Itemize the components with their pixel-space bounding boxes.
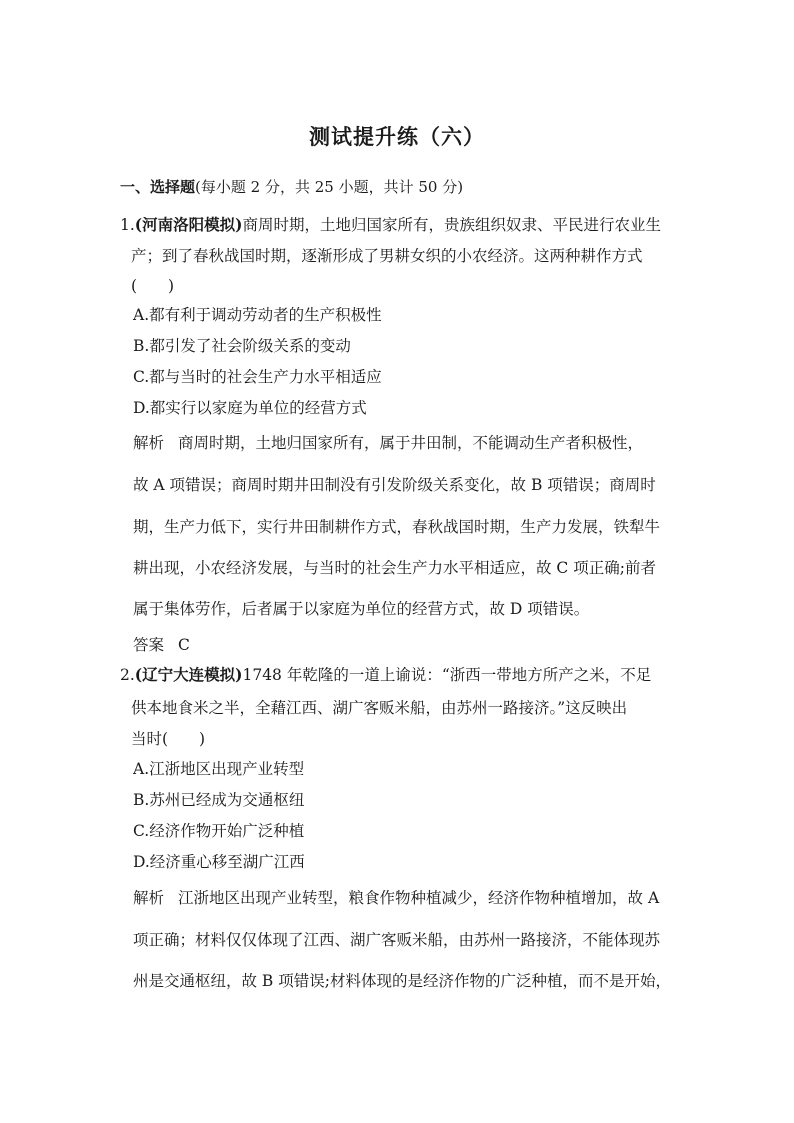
section-title: 一、选择题	[120, 178, 196, 196]
page-title: 测试提升练（六）	[309, 124, 485, 149]
question-1-analysis-line-4: 耕出现，小农经济发展，与当时的社会生产力水平相适应，故 C 项正确;前者	[133, 559, 656, 577]
question-number: 2.	[120, 666, 135, 684]
question-1-option-c: C.都与当时的社会生产力水平相适应	[133, 368, 382, 386]
question-1-analysis-line-3: 期，生产力低下，实行井田制耕作方式，春秋战国时期，生产力发展，铁犁牛	[133, 518, 661, 536]
question-1-option-b: B.都引发了社会阶级关系的变动	[133, 337, 351, 355]
question-1-option-a: A.都有利于调动劳动者的生产积极性	[133, 306, 382, 324]
analysis-label: 解析	[133, 889, 165, 907]
question-1-stem-line-3: ( )	[131, 277, 175, 295]
section-heading	[120, 176, 463, 197]
question-2-analysis-line-3: 州是交通枢纽，故 B 项错误;材料体现的是经济作物的广泛种植，而不是开始，	[133, 972, 671, 990]
question-2-analysis-line-2: 项正确；材料仅仅体现了江西、湖广客贩米船，由苏州一路接济，不能体现苏	[133, 931, 661, 949]
answer-label: 答案	[133, 636, 165, 654]
question-1-stem-line-1: 1.(河南洛阳模拟)商周时期，土地归国家所有，贵族组织奴隶、平民进行农业生	[120, 215, 661, 234]
question-2-option-c: C.经济作物开始广泛种植	[133, 822, 305, 840]
question-1-option-d: D.都实行以家庭为单位的经营方式	[133, 399, 367, 417]
analysis-label: 解析	[133, 434, 165, 452]
question-1-answer	[133, 634, 190, 656]
question-1-stem-line-2: 产；到了春秋战国时期，逐渐形成了男耕女织的小农经济。这两种耕作方式	[131, 247, 643, 265]
question-2-stem-line-1: 2.(辽宁大连模拟)1748 年乾隆的一道上谕说：“浙西一带地方所产之米，不足	[120, 665, 652, 684]
section-note: (每小题 2 分，共 25 小题，共计 50 分)	[195, 178, 464, 196]
question-1-analysis-line-1: 解析 商周时期，土地归国家所有，属于井田制，不能调动生产者积极性，	[133, 434, 644, 452]
question-source: (河南洛阳模拟)	[134, 215, 243, 234]
answer-value: C	[178, 636, 190, 654]
question-2-option-d: D.经济重心移至湖广江西	[133, 853, 305, 871]
question-2-option-a: A.江浙地区出现产业转型	[133, 760, 305, 778]
question-2-stem-line-3: 当时( )	[131, 730, 206, 748]
question-number: 1.	[120, 216, 135, 234]
question-source: (辽宁大连模拟)	[134, 665, 243, 684]
question-1-analysis-line-2: 故 A 项错误；商周时期井田制没有引发阶级关系变化，故 B 项错误；商周时	[133, 476, 656, 494]
question-1-analysis-line-5: 属于集体劳作，后者属于以家庭为单位的经营方式，故 D 项错误。	[133, 600, 590, 618]
question-2-analysis-line-1: 解析 江浙地区出现产业转型，粮食作物种植减少，经济作物种植增加，故 A	[133, 889, 660, 907]
question-2-stem-line-2: 供本地食米之半，全藉江西、湖广客贩米船，由苏州一路接济。”这反映出	[131, 699, 628, 717]
question-2-option-b: B.苏州已经成为交通枢纽	[133, 791, 305, 809]
